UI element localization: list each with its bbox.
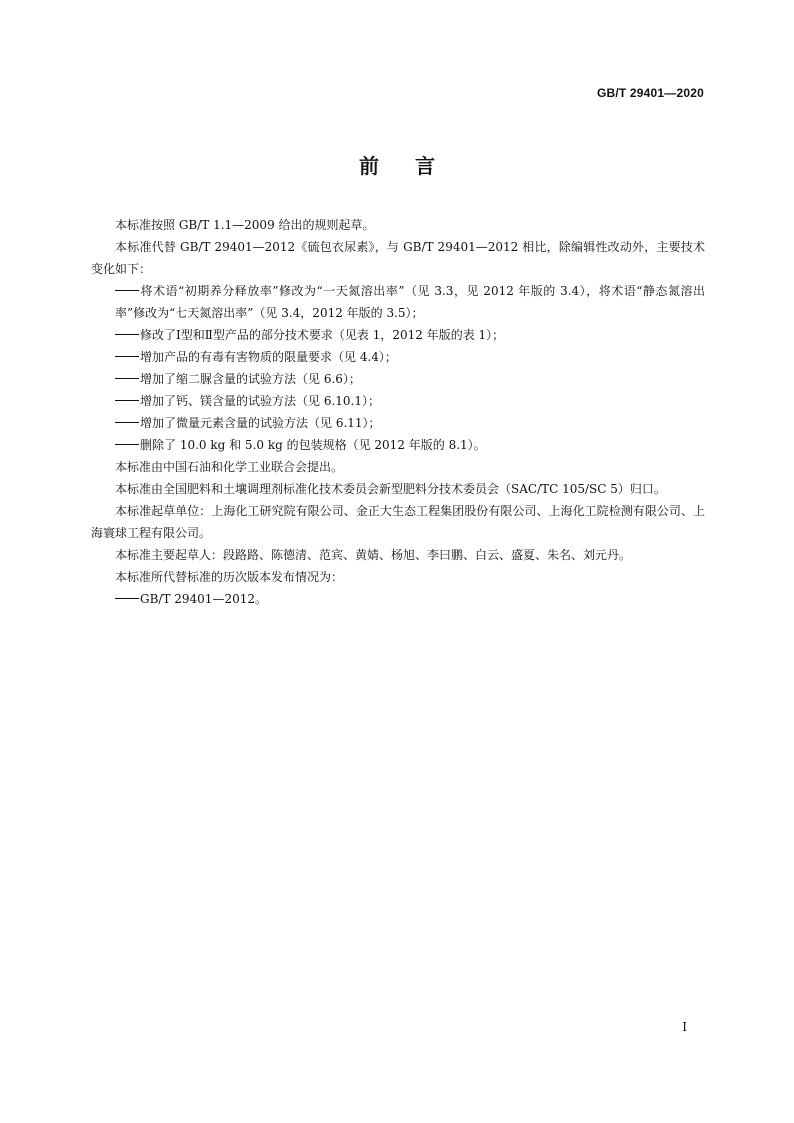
dash-marker	[115, 444, 139, 446]
paragraph-centralized-by: 本标准由全国肥料和土壤调理剂标准化技术委员会新型肥料分技术委员会（SAC/TC 105/SC 5）归口。	[115, 482, 666, 496]
change-item-text: 将术语“初期养分释放率”修改为“一天氮溶出率”（见 3.3，见 2012 年版的 3.4），将术语“静态氮溶出率”修改为“七天氮溶出率”（见 3.4，2012 年版的 3.5）；	[115, 284, 705, 320]
history-item	[91, 588, 705, 610]
dash-marker	[115, 400, 139, 402]
dash-marker	[115, 598, 139, 600]
change-item-text: 增加了微量元素含量的试验方法（见 6.11）；	[140, 416, 381, 430]
dash-marker	[115, 334, 139, 336]
paragraph-proposed-by: 本标准由中国石油和化学工业联合会提出。	[115, 460, 344, 474]
standard-code: GB/T 29401—2020	[596, 86, 704, 100]
dash-marker	[115, 378, 139, 380]
change-item-requirements	[91, 324, 705, 346]
paragraph-history-intro: 本标准所代替标准的历次版本发布情况为：	[115, 570, 344, 584]
change-item-toxic-limits	[91, 346, 705, 368]
paragraph-drafting-units: 本标准起草单位：上海化工研究院有限公司、金正大生态工程集团股份有限公司、上海化工院检测有限公司、上海寰球工程有限公司。	[91, 504, 705, 540]
page-title: 前言	[359, 154, 471, 178]
dash-marker	[115, 422, 139, 424]
paragraph-drafting-rules: 本标准按照 GB/T 1.1—2009 给出的规则起草。	[115, 218, 375, 232]
change-item-packaging	[91, 434, 705, 456]
foreword-content	[91, 214, 705, 610]
history-item-text: GB/T 29401—2012。	[140, 592, 267, 606]
change-item-calcium-magnesium	[91, 390, 705, 412]
change-item-text: 增加了缩二脲含量的试验方法（见 6.6）；	[140, 372, 361, 386]
paragraph-replacement: 本标准代替 GB/T 29401—2012《硫包衣尿素》，与 GB/T 29401—2012 相比，除编辑性改动外，主要技术变化如下：	[91, 240, 705, 276]
page-number: I	[682, 1020, 687, 1034]
change-item-trace-elements	[91, 412, 705, 434]
change-item-text: 增加产品的有毒有害物质的限量要求（见 4.4）；	[140, 350, 397, 364]
paragraph-drafters: 本标准主要起草人：段路路、陈德清、范宾、黄婧、杨旭、李曰鹏、白云、盛夏、朱名、刘元丹。	[115, 548, 632, 562]
dash-marker	[115, 356, 139, 358]
change-item-terms	[91, 280, 705, 324]
change-item-text: 修改了Ⅰ型和Ⅱ型产品的部分技术要求（见表 1，2012 年版的表 1）；	[140, 328, 505, 342]
change-item-text: 删除了 10.0 kg 和 5.0 kg 的包装规格（见 2012 年版的 8.1）。	[140, 438, 486, 452]
dash-marker	[115, 290, 139, 292]
change-item-text: 增加了钙、镁含量的试验方法（见 6.10.1）；	[140, 394, 380, 408]
change-item-biuret	[91, 368, 705, 390]
